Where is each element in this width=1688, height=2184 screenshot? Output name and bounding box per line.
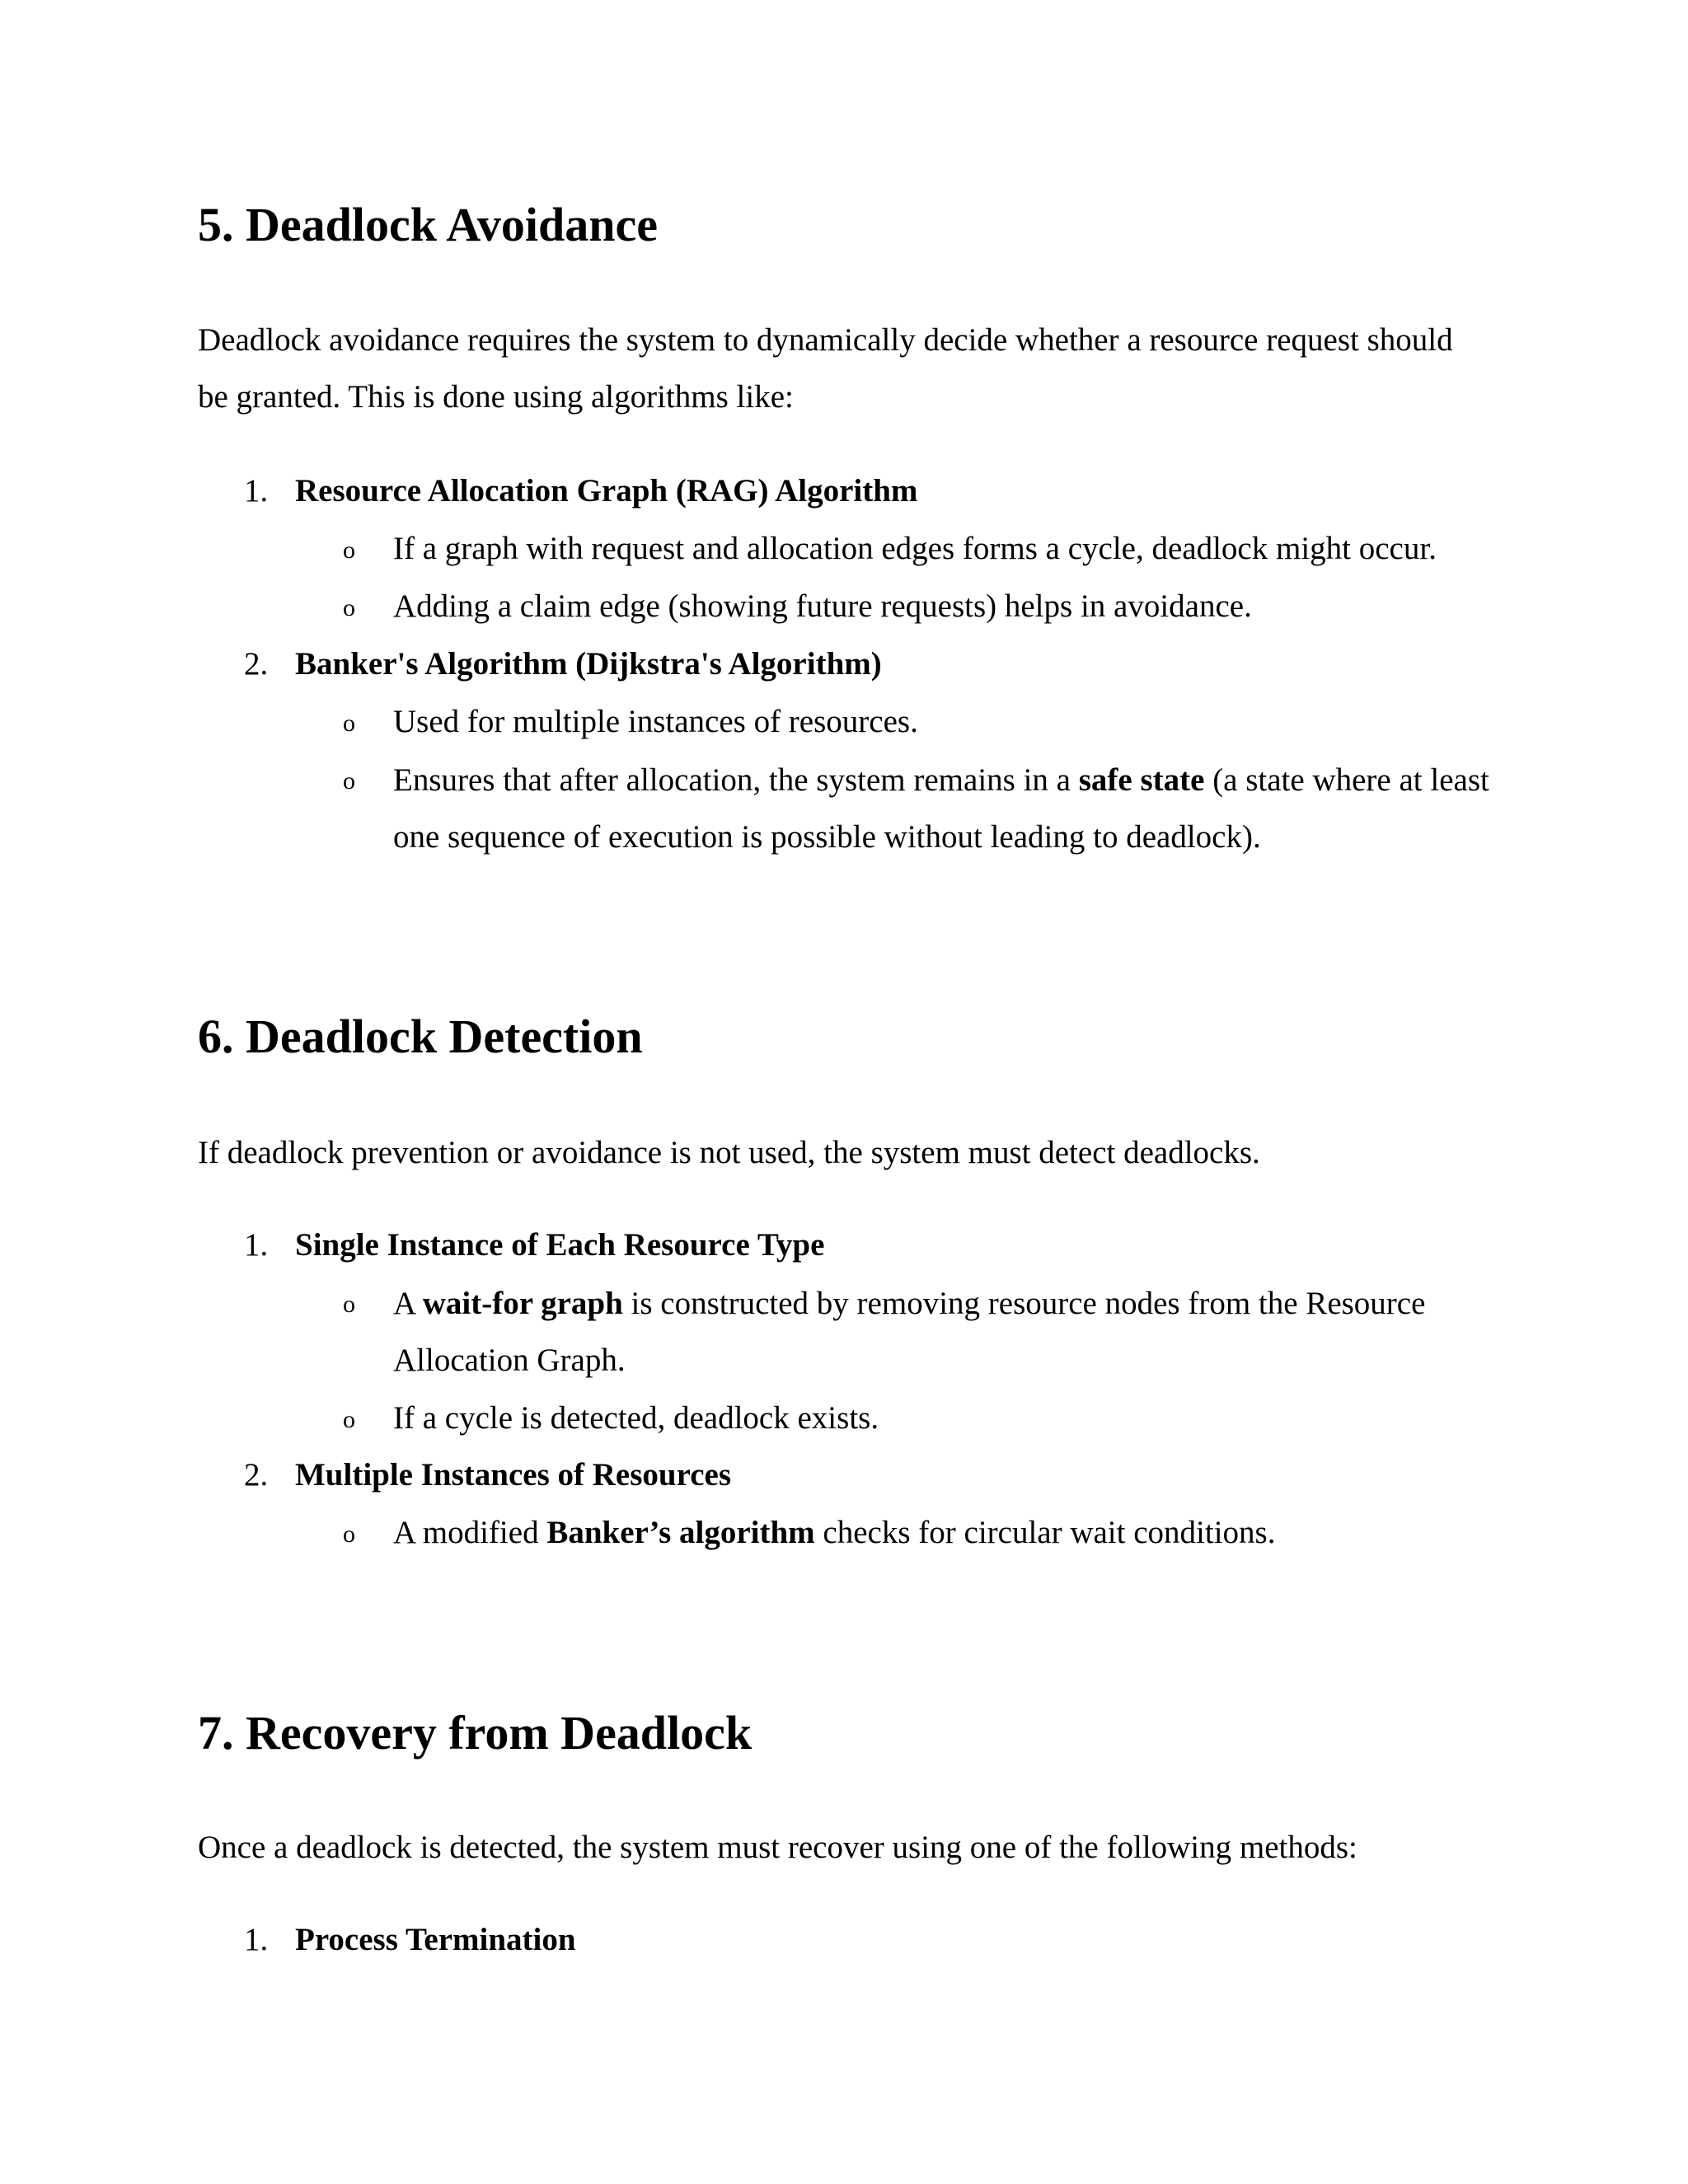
bullet-text: [393, 1275, 1498, 1389]
section-heading-recovery-from-deadlock: 7. Recovery from Deadlock: [198, 1706, 753, 1760]
section-heading-deadlock-avoidance: 5. Deadlock Avoidance: [198, 198, 658, 251]
list-item-title: Banker's Algorithm (Dijkstra's Algorithm): [295, 646, 882, 682]
bullet-marker: o: [343, 537, 355, 564]
section-intro-paragraph: Deadlock avoidance requires the system to dynamically decide whether a resource request should be granted. This is done using algorithms like:: [198, 322, 1453, 415]
section-heading-deadlock-detection: 6. Deadlock Detection: [198, 1010, 643, 1063]
bullet-text: If a graph with request and allocation edges forms a cycle, deadlock might occur.: [393, 531, 1437, 566]
bold-term-bankers-algorithm: Banker’s algorithm: [546, 1515, 815, 1550]
bullet-text: [393, 752, 1498, 865]
bullet-marker: o: [343, 1521, 355, 1548]
bullet-text: Adding a claim edge (showing future requests) helps in avoidance.: [393, 588, 1252, 624]
bullet-text: Used for multiple instances of resources.: [393, 704, 918, 739]
bold-term-wait-for-graph: wait-for graph: [422, 1286, 623, 1321]
bullet-text-segment: A: [393, 1286, 423, 1321]
list-item-title: Resource Allocation Graph (RAG) Algorithm: [295, 473, 918, 509]
bullet-marker: o: [343, 1406, 355, 1433]
bullet-text: [393, 1512, 1498, 1554]
bullet-text-segment: A modified: [393, 1515, 547, 1550]
bullet-text-segment: checks for circular wait conditions.: [814, 1515, 1276, 1550]
section-intro-paragraph: Once a deadlock is detected, the system must recover using one of the following methods:: [198, 1830, 1357, 1865]
list-item-number: 2.: [244, 1457, 269, 1493]
bullet-marker: o: [343, 1291, 355, 1318]
bullet-text: If a cycle is detected, deadlock exists.: [393, 1400, 879, 1436]
section-intro-paragraph: If deadlock prevention or avoidance is not used, the system must detect deadlocks.: [198, 1135, 1260, 1170]
bullet-text-segment: (a state where at least one sequence of execution is possible without leading to deadlock).: [393, 762, 1489, 855]
list-item-number: 1.: [244, 1922, 269, 1957]
bold-term-safe-state: safe state: [1078, 762, 1205, 798]
bullet-text-segment: Ensures that after allocation, the system remains in a: [393, 762, 1079, 798]
bullet-text-segment: is constructed by removing resource nodes from the Resource Allocation Graph.: [393, 1286, 1426, 1378]
bullet-marker: o: [343, 594, 355, 621]
list-item-number: 2.: [244, 646, 269, 682]
list-item-number: 1.: [244, 473, 269, 509]
list-item-title: Multiple Instances of Resources: [295, 1457, 731, 1493]
list-item-title: Single Instance of Each Resource Type: [295, 1227, 825, 1263]
list-item-title: Process Termination: [295, 1922, 576, 1957]
list-item-number: 1.: [244, 1227, 269, 1263]
bullet-marker: o: [343, 767, 355, 794]
bullet-marker: o: [343, 710, 355, 737]
